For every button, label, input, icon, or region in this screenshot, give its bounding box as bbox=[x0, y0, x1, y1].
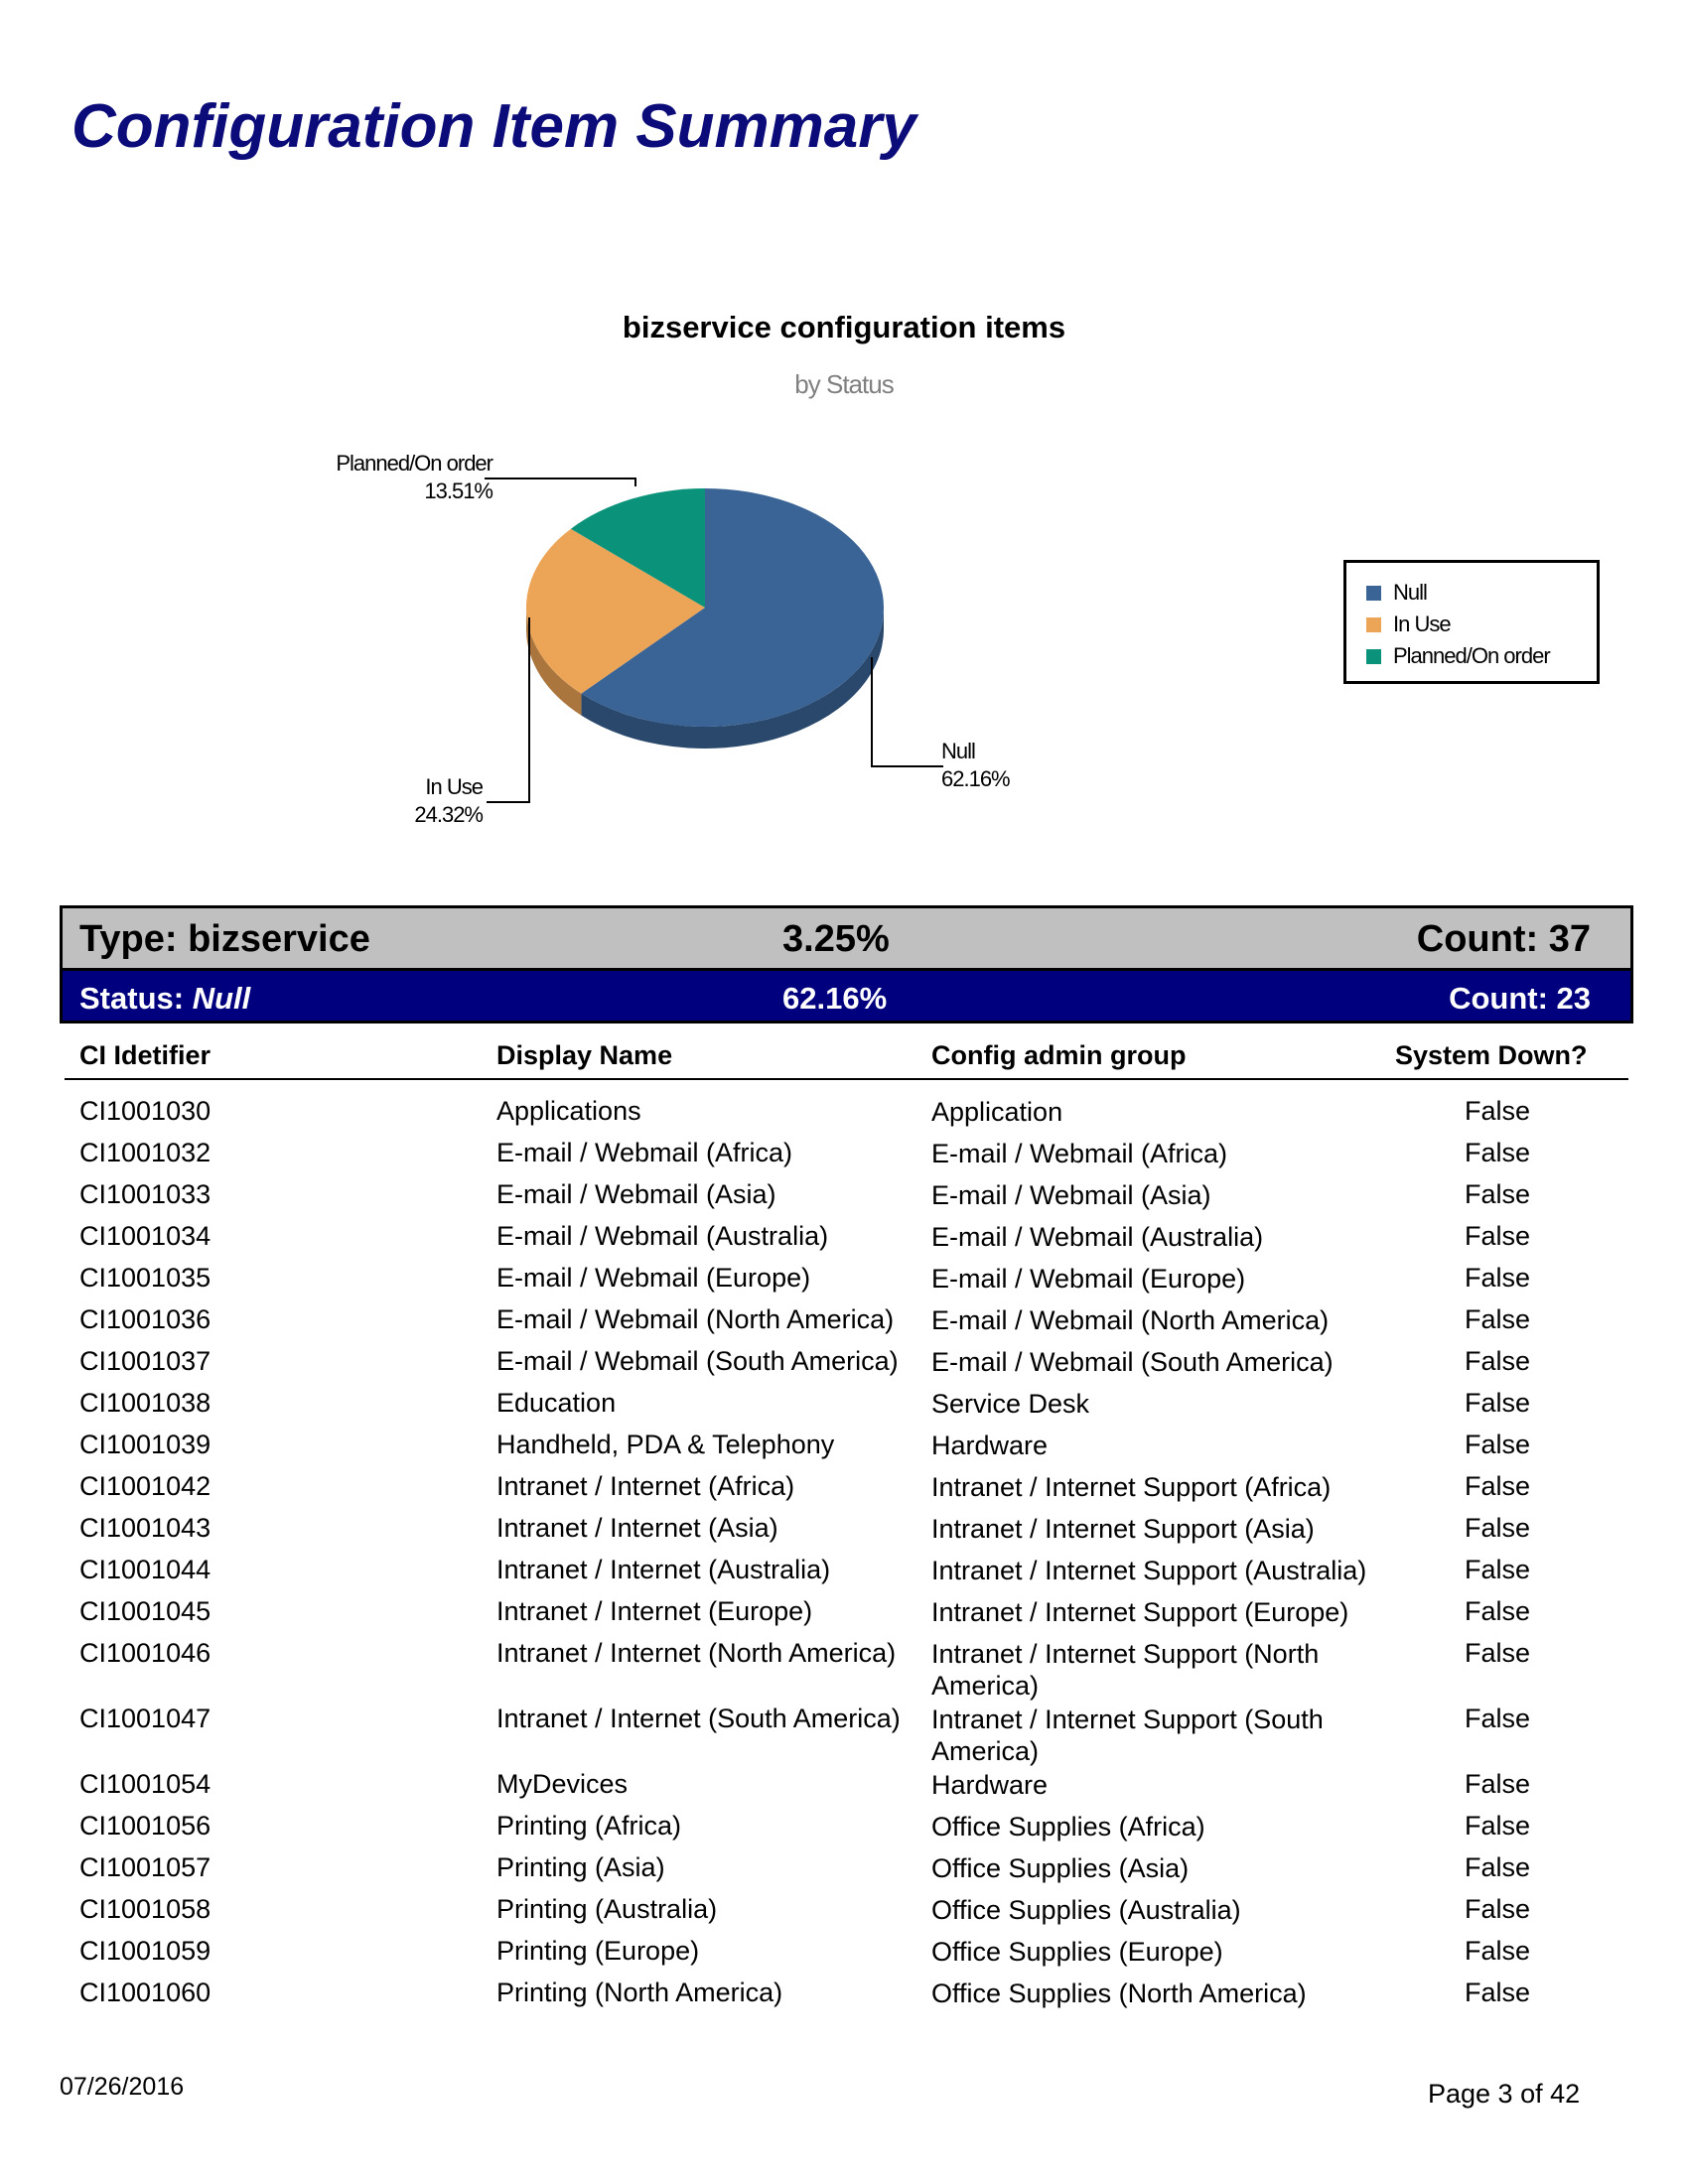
admin-group-cell: E-mail / Webmail (Europe) bbox=[931, 1264, 1246, 1294]
display-name-cell: E-mail / Webmail (Europe) bbox=[496, 1263, 811, 1293]
display-name-cell: E-mail / Webmail (Australia) bbox=[496, 1221, 829, 1251]
display-name-cell: Printing (Europe) bbox=[496, 1936, 700, 1966]
system-down-cell: False bbox=[1465, 1471, 1531, 1501]
table-row bbox=[0, 1936, 1688, 1978]
admin-group-cell: Office Supplies (North America) bbox=[931, 1979, 1307, 2008]
ci-identifier-cell: CI1001033 bbox=[79, 1179, 211, 1209]
legend-label-null: Null bbox=[1393, 580, 1427, 605]
pie-percent-label-0: 62.16% bbox=[941, 766, 1010, 791]
column-header-id: CI Idetifier bbox=[79, 1040, 211, 1070]
ci-identifier-cell: CI1001047 bbox=[79, 1704, 211, 1733]
display-name-cell: Printing (Asia) bbox=[496, 1852, 665, 1882]
system-down-cell: False bbox=[1465, 1936, 1531, 1966]
legend-label-planned: Planned/On order bbox=[1393, 643, 1550, 668]
system-down-cell: False bbox=[1465, 1221, 1531, 1251]
ci-identifier-cell: CI1001058 bbox=[79, 1894, 211, 1924]
pie-label-0: Null bbox=[941, 739, 975, 763]
ci-identifier-cell: CI1001030 bbox=[79, 1096, 211, 1126]
ci-identifier-cell: CI1001056 bbox=[79, 1811, 211, 1841]
table-row bbox=[0, 1852, 1688, 1894]
ci-identifier-cell: CI1001042 bbox=[79, 1471, 211, 1501]
system-down-cell: False bbox=[1465, 1596, 1531, 1626]
ci-identifier-cell: CI1001032 bbox=[79, 1138, 211, 1167]
system-down-cell: False bbox=[1465, 1894, 1531, 1924]
footer-date: 07/26/2016 bbox=[60, 2073, 185, 2101]
system-down-cell: False bbox=[1465, 1346, 1531, 1376]
admin-group-cell: E-mail / Webmail (North America) bbox=[931, 1305, 1330, 1335]
legend-item-null bbox=[1346, 577, 1597, 609]
admin-group-cell: E-mail / Webmail (Africa) bbox=[931, 1139, 1228, 1168]
type-group-header bbox=[60, 905, 1633, 971]
pie-percent-label-2: 13.51% bbox=[424, 478, 492, 503]
ci-identifier-cell: CI1001044 bbox=[79, 1555, 211, 1584]
display-name-cell: Intranet / Internet (Europe) bbox=[496, 1596, 813, 1626]
system-down-cell: False bbox=[1465, 1096, 1531, 1126]
display-name-cell: Printing (North America) bbox=[496, 1978, 783, 2007]
system-down-cell: False bbox=[1465, 1811, 1531, 1841]
admin-group-cell: Intranet / Internet Support (Asia) bbox=[931, 1514, 1315, 1544]
admin-group-cell: Intranet / Internet Support (North America) bbox=[931, 1639, 1320, 1701]
display-name-cell: E-mail / Webmail (South America) bbox=[496, 1346, 899, 1376]
ci-identifier-cell: CI1001037 bbox=[79, 1346, 211, 1376]
table-row bbox=[0, 1704, 1688, 1769]
legend-item-planned bbox=[1346, 640, 1597, 672]
table-row bbox=[0, 1638, 1688, 1704]
display-name-cell: Printing (Africa) bbox=[496, 1811, 682, 1841]
status-percent: 62.16% bbox=[782, 981, 888, 1016]
display-name-cell: Intranet / Internet (South America) bbox=[496, 1704, 901, 1733]
system-down-cell: False bbox=[1465, 1769, 1531, 1799]
system-down-cell: False bbox=[1465, 1978, 1531, 2007]
admin-group-cell: E-mail / Webmail (South America) bbox=[931, 1347, 1334, 1377]
system-down-cell: False bbox=[1465, 1179, 1531, 1209]
table-row bbox=[0, 1894, 1688, 1936]
admin-group-cell: Hardware bbox=[931, 1770, 1049, 1800]
display-name-cell: E-mail / Webmail (Asia) bbox=[496, 1179, 776, 1209]
type-count: Count: 37 bbox=[1416, 918, 1591, 960]
system-down-cell: False bbox=[1465, 1638, 1531, 1668]
admin-group-cell: Office Supplies (Europe) bbox=[931, 1937, 1223, 1967]
table-row bbox=[0, 1138, 1688, 1179]
column-header-name: Display Name bbox=[496, 1040, 673, 1070]
table-row bbox=[0, 1471, 1688, 1513]
table-row bbox=[0, 1513, 1688, 1555]
table-row bbox=[0, 1978, 1688, 2019]
chart-subtitle: by Status bbox=[794, 369, 894, 399]
system-down-cell: False bbox=[1465, 1388, 1531, 1418]
status-count: Count: 23 bbox=[1449, 981, 1591, 1016]
admin-group-cell: E-mail / Webmail (Australia) bbox=[931, 1222, 1264, 1252]
table-row bbox=[0, 1304, 1688, 1346]
type-percent: 3.25% bbox=[782, 918, 890, 960]
system-down-cell: False bbox=[1465, 1513, 1531, 1543]
legend-swatch-in-use bbox=[1366, 617, 1381, 632]
table-row bbox=[0, 1221, 1688, 1263]
admin-group-cell: Intranet / Internet Support (South America) bbox=[931, 1705, 1324, 1766]
table-row bbox=[0, 1179, 1688, 1221]
status-value: Null bbox=[192, 981, 251, 1016]
page-title: Configuration Item Summary bbox=[71, 92, 916, 161]
admin-group-cell: Intranet / Internet Support (Africa) bbox=[931, 1472, 1332, 1502]
admin-group-cell: Office Supplies (Africa) bbox=[931, 1812, 1205, 1842]
display-name-cell: MyDevices bbox=[496, 1769, 629, 1799]
ci-identifier-cell: CI1001043 bbox=[79, 1513, 211, 1543]
system-down-cell: False bbox=[1465, 1138, 1531, 1167]
ci-table-body bbox=[0, 1096, 1688, 2019]
ci-identifier-cell: CI1001059 bbox=[79, 1936, 211, 1966]
system-down-cell: False bbox=[1465, 1304, 1531, 1334]
chart-title: bizservice configuration items bbox=[622, 310, 1066, 344]
display-name-cell: E-mail / Webmail (North America) bbox=[496, 1304, 895, 1334]
table-row bbox=[0, 1555, 1688, 1596]
table-row bbox=[0, 1596, 1688, 1638]
footer-page-number: Page 3 of 42 bbox=[1428, 2079, 1581, 2109]
ci-identifier-cell: CI1001045 bbox=[79, 1596, 211, 1626]
table-row bbox=[0, 1096, 1688, 1138]
display-name-cell: Intranet / Internet (Asia) bbox=[496, 1513, 778, 1543]
ci-identifier-cell: CI1001036 bbox=[79, 1304, 211, 1334]
admin-group-cell: Office Supplies (Australia) bbox=[931, 1895, 1241, 1925]
admin-group-cell: E-mail / Webmail (Asia) bbox=[931, 1180, 1211, 1210]
ci-identifier-cell: CI1001038 bbox=[79, 1388, 211, 1418]
table-row bbox=[0, 1346, 1688, 1388]
legend-swatch-planned bbox=[1366, 649, 1381, 664]
legend-item-in-use bbox=[1346, 609, 1597, 640]
display-name-cell: Education bbox=[496, 1388, 617, 1418]
display-name-cell: Applications bbox=[496, 1096, 641, 1126]
admin-group-cell: Application bbox=[931, 1097, 1063, 1127]
display-name-cell: Handheld, PDA & Telephony bbox=[496, 1430, 835, 1459]
column-header-down: System Down? bbox=[1395, 1040, 1588, 1070]
display-name-cell: Intranet / Internet (North America) bbox=[496, 1638, 897, 1668]
type-label: Type: bizservice bbox=[79, 918, 370, 960]
ci-identifier-cell: CI1001046 bbox=[79, 1638, 211, 1668]
system-down-cell: False bbox=[1465, 1555, 1531, 1584]
admin-group-cell: Service Desk bbox=[931, 1389, 1090, 1419]
system-down-cell: False bbox=[1465, 1852, 1531, 1882]
ci-identifier-cell: CI1001060 bbox=[79, 1978, 211, 2007]
admin-group-cell: Intranet / Internet Support (Australia) bbox=[931, 1556, 1367, 1585]
ci-identifier-cell: CI1001057 bbox=[79, 1852, 211, 1882]
admin-group-cell: Intranet / Internet Support (Europe) bbox=[931, 1597, 1349, 1627]
table-row bbox=[0, 1811, 1688, 1852]
column-header-group: Config admin group bbox=[931, 1040, 1187, 1070]
ci-identifier-cell: CI1001054 bbox=[79, 1769, 211, 1799]
table-row bbox=[0, 1388, 1688, 1430]
display-name-cell: Intranet / Internet (Australia) bbox=[496, 1555, 831, 1584]
display-name-cell: Printing (Australia) bbox=[496, 1894, 718, 1924]
status-prefix: Status: bbox=[79, 981, 193, 1016]
status-label bbox=[79, 981, 250, 1017]
pie-label-2: Planned/On order bbox=[336, 451, 492, 476]
pie-leader-line-2 bbox=[485, 478, 635, 486]
pie-leader-line-1 bbox=[487, 617, 529, 802]
table-row bbox=[0, 1263, 1688, 1304]
chart-legend bbox=[1343, 560, 1600, 684]
display-name-cell: E-mail / Webmail (Africa) bbox=[496, 1138, 793, 1167]
system-down-cell: False bbox=[1465, 1704, 1531, 1733]
pie-label-1: In Use bbox=[425, 774, 483, 799]
ci-identifier-cell: CI1001034 bbox=[79, 1221, 211, 1251]
ci-identifier-cell: CI1001039 bbox=[79, 1430, 211, 1459]
legend-label-in-use: In Use bbox=[1393, 612, 1451, 636]
table-row bbox=[0, 1769, 1688, 1811]
system-down-cell: False bbox=[1465, 1430, 1531, 1459]
system-down-cell: False bbox=[1465, 1263, 1531, 1293]
admin-group-cell: Hardware bbox=[931, 1431, 1049, 1460]
pie-leader-line-0 bbox=[872, 657, 943, 766]
header-divider bbox=[65, 1078, 1628, 1080]
admin-group-cell: Office Supplies (Asia) bbox=[931, 1853, 1190, 1883]
ci-identifier-cell: CI1001035 bbox=[79, 1263, 211, 1293]
legend-swatch-null bbox=[1366, 586, 1381, 601]
display-name-cell: Intranet / Internet (Africa) bbox=[496, 1471, 795, 1501]
pie-percent-label-1: 24.32% bbox=[414, 802, 483, 827]
table-row bbox=[0, 1430, 1688, 1471]
status-group-header bbox=[60, 968, 1633, 1024]
